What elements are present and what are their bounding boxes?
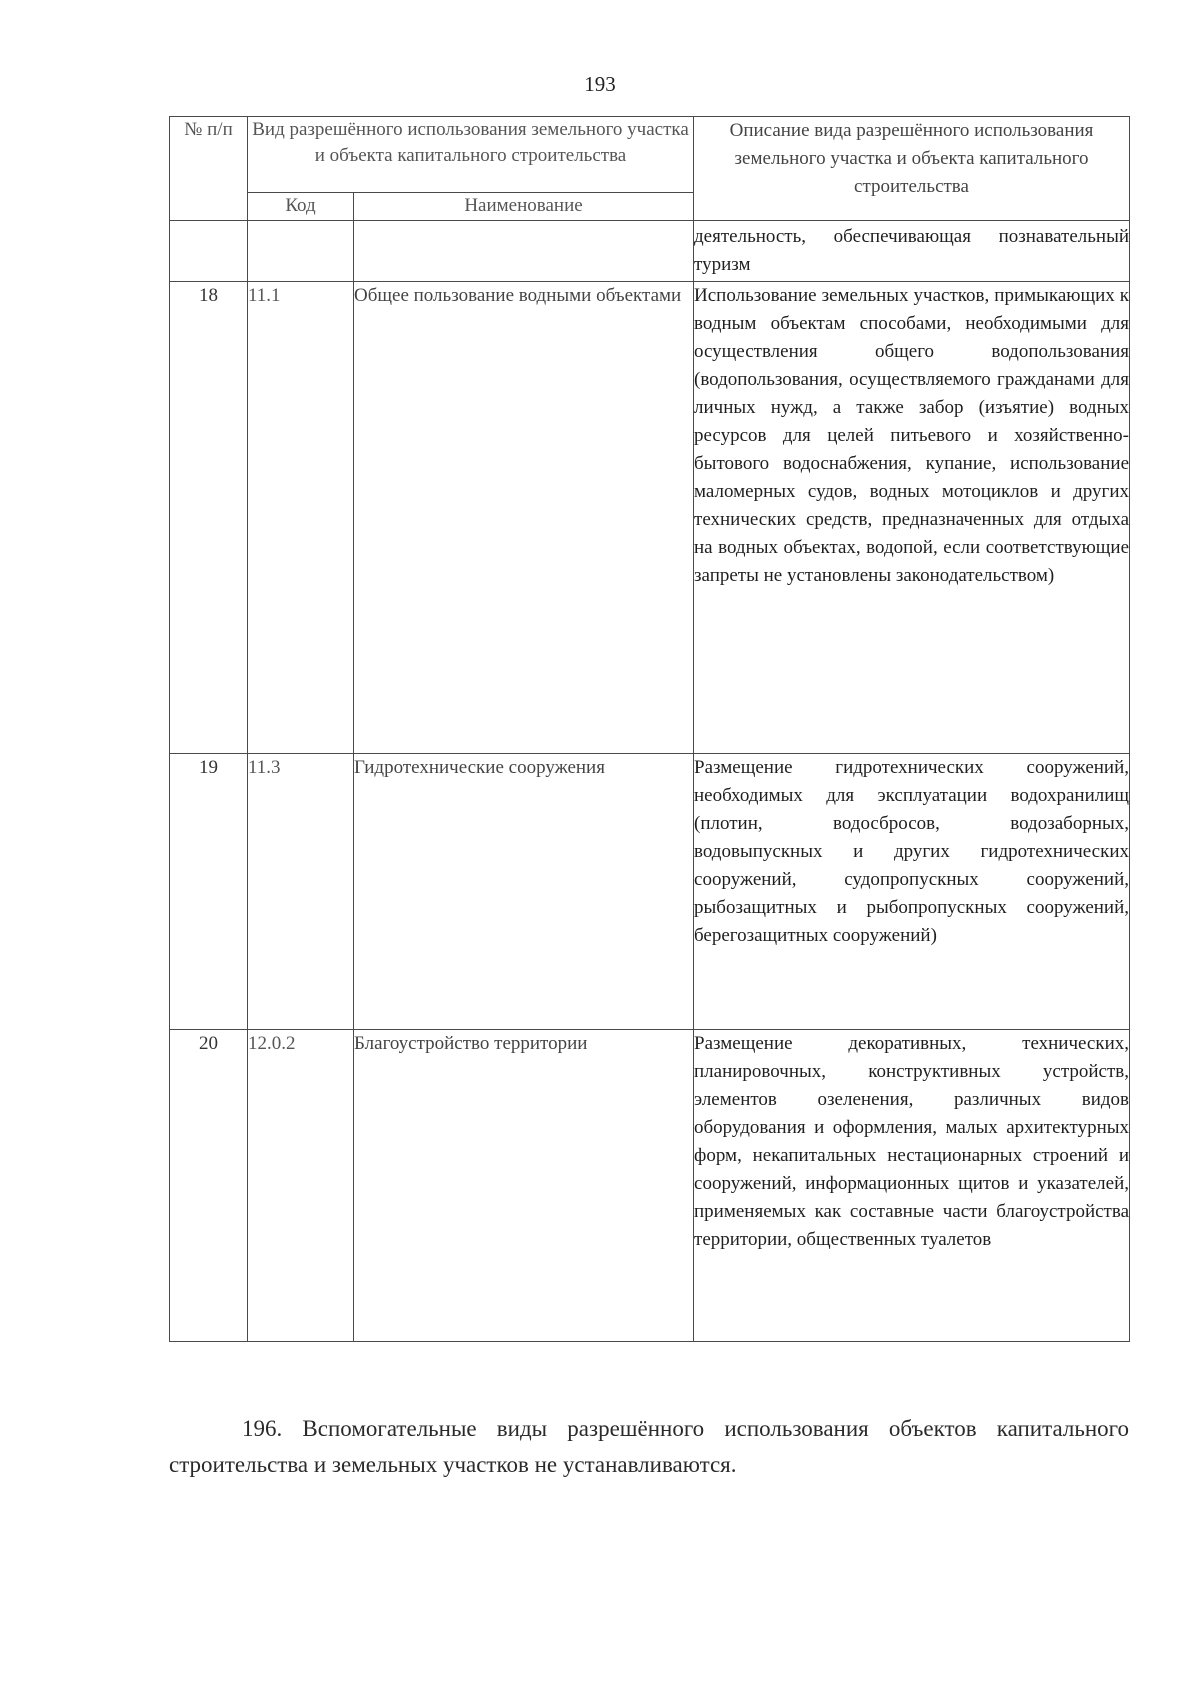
table-row	[170, 1030, 1130, 1342]
header-description: Описание вида разрешённого использования земельного участка и объекта капитального строительства	[694, 117, 1130, 221]
row-code: 12.0.2	[248, 1030, 354, 1342]
row-name: Общее пользование водными объектами	[354, 282, 694, 754]
empty-cell	[354, 221, 694, 282]
header-land-use-type: Вид разрешённого использования земельного участка и объекта капитального строительства	[248, 117, 694, 193]
header-name: Наименование	[354, 193, 694, 221]
row-description: Размещение гидротехнических сооружений, необходимых для эксплуатации водохранилищ (плотин, водосбросов, водозаборных, водовыпускных и других гидротехнических сооружений, судопропускных сооружений, рыбозащитных и рыбопропускных сооружений, берегозащитных сооружений)	[694, 754, 1130, 1030]
row-number: 20	[170, 1030, 248, 1342]
header-code: Код	[248, 193, 354, 221]
row-number: 18	[170, 282, 248, 754]
empty-cell	[170, 221, 248, 282]
continuation-description: деятельность, обеспечивающая познавательный туризм	[694, 221, 1130, 282]
table-row	[170, 282, 1130, 754]
table-row-continuation	[170, 221, 1130, 282]
row-name: Благоустройство территории	[354, 1030, 694, 1342]
land-use-table	[169, 116, 1130, 1342]
header-num: № п/п	[170, 117, 248, 221]
table-row	[170, 754, 1130, 1030]
row-code: 11.1	[248, 282, 354, 754]
empty-cell	[248, 221, 354, 282]
row-description: Использование земельных участков, примыкающих к водным объектам способами, необходимыми для осуществления общего водопользования (водопользования, осуществляемого гражданами для личных нужд, а также забор (изъятие) водных ресурсов для целей питьевого и хозяйственно-бытового водоснабжения, купание, использование маломерных судов, водных мотоциклов и других технических средств, предназначенных для отдыха на водных объектах, водопой, если соответствующие запреты не установлены законодательством)	[694, 282, 1130, 754]
row-name: Гидротехнические сооружения	[354, 754, 694, 1030]
row-code: 11.3	[248, 754, 354, 1030]
row-number: 19	[170, 754, 248, 1030]
paragraph-196: 196. Вспомогательные виды разрешённого использования объектов капитального строительства и земельных участков не устанавливаются.	[169, 1416, 1129, 1477]
page-number: 193	[584, 72, 616, 96]
row-description: Размещение декоративных, технических, планировочных, конструктивных устройств, элементов озеленения, различных видов оборудования и оформления, малых архитектурных форм, некапитальных нестационарных строений и сооружений, информационных щитов и указателей, применяемых как составные части благоустройства территории, общественных туалетов	[694, 1030, 1130, 1342]
